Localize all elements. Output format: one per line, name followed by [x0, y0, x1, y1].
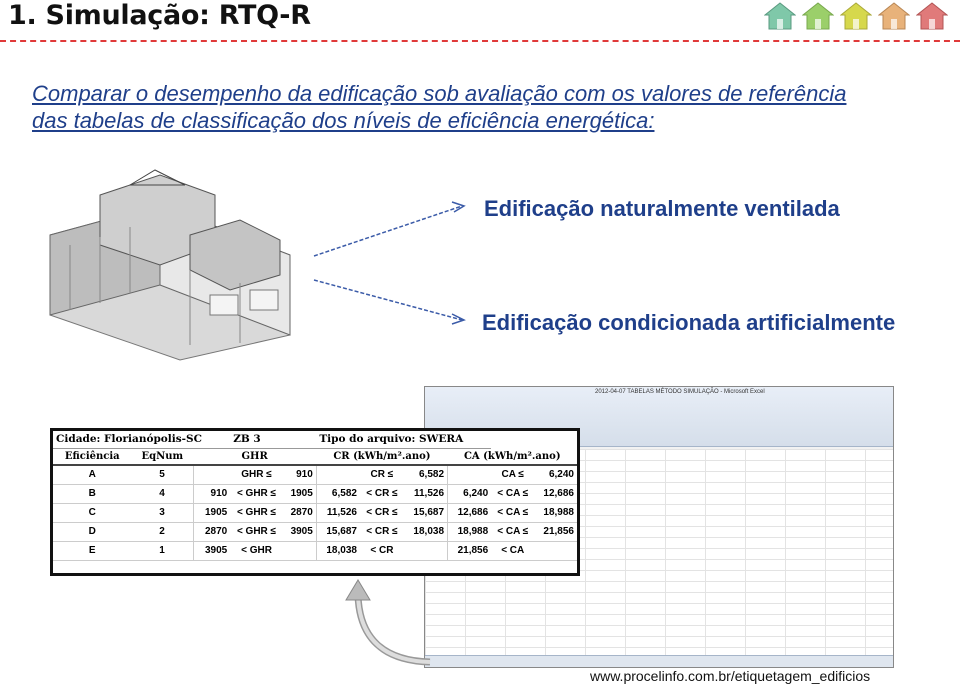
cell-ghr-lo: 1905: [193, 503, 230, 522]
cell-cr-hi: 6,582: [404, 465, 448, 484]
table-row: [53, 503, 577, 522]
cell-ca-hi: 18,988: [534, 503, 577, 522]
house-icon[interactable]: [916, 2, 948, 30]
cell-cr-op: < CR ≤: [360, 522, 404, 541]
cell-ghr-lo: [193, 465, 230, 484]
cell-ghr-op: < GHR ≤: [230, 484, 283, 503]
cell-cr-hi: 11,526: [404, 484, 448, 503]
option-naturally-ventilated: Edificação naturalmente ventilada: [484, 196, 840, 221]
cell-cr-hi: [404, 541, 448, 560]
title-divider: [0, 40, 960, 42]
cell-cr-lo: 11,526: [316, 503, 360, 522]
col-ghr: GHR: [193, 448, 316, 465]
cell-ca-hi: 6,240: [534, 465, 577, 484]
table-row: [53, 522, 577, 541]
excel-status-bar: [425, 655, 893, 667]
source-url: www.procelinfo.com.br/etiquetagem_edificios: [590, 668, 871, 684]
cell-ghr-lo: 2870: [193, 522, 230, 541]
cell-ca-lo: [448, 465, 492, 484]
cell-ghr-op: < GHR: [230, 541, 283, 560]
house-icon[interactable]: [764, 2, 796, 30]
cell-eq: 2: [132, 522, 194, 541]
cell-ghr-op: GHR ≤: [230, 465, 283, 484]
curved-arrow: [340, 570, 440, 670]
cell-eq: 4: [132, 484, 194, 503]
cell-ef: A: [53, 465, 132, 484]
cell-ca-op: < CA ≤: [491, 522, 534, 541]
col-ca: CA (kWh/m².ano): [448, 448, 577, 465]
cell-ca-hi: 21,856: [534, 522, 577, 541]
cell-ghr-hi: 3905: [283, 522, 317, 541]
building-3d-model: [40, 165, 310, 365]
cell-ca-lo: 18,988: [448, 522, 492, 541]
table-row: [53, 541, 577, 560]
connector-arrows: [300, 190, 480, 330]
cell-ef: D: [53, 522, 132, 541]
house-icon[interactable]: [840, 2, 872, 30]
cell-eq: 1: [132, 541, 194, 560]
table-row: [53, 465, 577, 484]
intro-text: [32, 80, 932, 134]
house-icon[interactable]: [802, 2, 834, 30]
efficiency-table: [50, 428, 580, 576]
nav-houses: [764, 2, 948, 30]
intro-line-1: Comparar o desempenho da edificação sob avaliação com os valores de referência: [32, 81, 847, 106]
cell-ghr-op: < GHR ≤: [230, 503, 283, 522]
cell-cr-op: < CR ≤: [360, 503, 404, 522]
col-cr: CR (kWh/m².ano): [316, 448, 447, 465]
excel-window-title: 2012-04-07 TABELAS MÉTODO SIMULAÇÃO - Microsoft Excel: [595, 389, 765, 395]
cell-ghr-op: < GHR ≤: [230, 522, 283, 541]
cell-cr-op: < CR: [360, 541, 404, 560]
cell-ca-lo: 12,686: [448, 503, 492, 522]
cell-ghr-hi: 2870: [283, 503, 317, 522]
cell-cr-hi: 15,687: [404, 503, 448, 522]
cell-ca-lo: 21,856: [448, 541, 492, 560]
table-file-type: Tipo do arquivo: SWERA: [316, 431, 491, 448]
cell-cr-op: CR ≤: [360, 465, 404, 484]
col-eqnum: EqNum: [132, 448, 194, 465]
intro-line-2: das tabelas de classificação dos níveis de eficiência energética:: [32, 108, 655, 133]
cell-ca-lo: 6,240: [448, 484, 492, 503]
cell-ghr-lo: 910: [193, 484, 230, 503]
cell-cr-lo: [316, 465, 360, 484]
cell-eq: 3: [132, 503, 194, 522]
cell-cr-lo: 15,687: [316, 522, 360, 541]
table-zone: ZB 3: [230, 431, 316, 448]
cell-cr-hi: 18,038: [404, 522, 448, 541]
cell-ghr-hi: [283, 541, 317, 560]
cell-ef: E: [53, 541, 132, 560]
cell-ca-op: CA ≤: [491, 465, 534, 484]
cell-ghr-hi: 1905: [283, 484, 317, 503]
col-eficiencia: Eficiência: [53, 448, 132, 465]
cell-eq: 5: [132, 465, 194, 484]
cell-ef: B: [53, 484, 132, 503]
cell-ca-op: < CA ≤: [491, 484, 534, 503]
cell-cr-lo: 6,582: [316, 484, 360, 503]
table-city: Cidade: Florianópolis-SC: [53, 431, 230, 448]
cell-ca-hi: [534, 541, 577, 560]
cell-ghr-hi: 910: [283, 465, 317, 484]
option-air-conditioned: Edificação condicionada artificialmente: [482, 310, 896, 335]
cell-ghr-lo: 3905: [193, 541, 230, 560]
cell-cr-lo: 18,038: [316, 541, 360, 560]
cell-ca-op: < CA: [491, 541, 534, 560]
cell-cr-op: < CR ≤: [360, 484, 404, 503]
cell-ca-hi: 12,686: [534, 484, 577, 503]
slide-title: 1. Simulação: RTQ-R: [8, 0, 311, 31]
cell-ca-op: < CA ≤: [491, 503, 534, 522]
house-icon[interactable]: [878, 2, 910, 30]
table-row: [53, 484, 577, 503]
cell-ef: C: [53, 503, 132, 522]
